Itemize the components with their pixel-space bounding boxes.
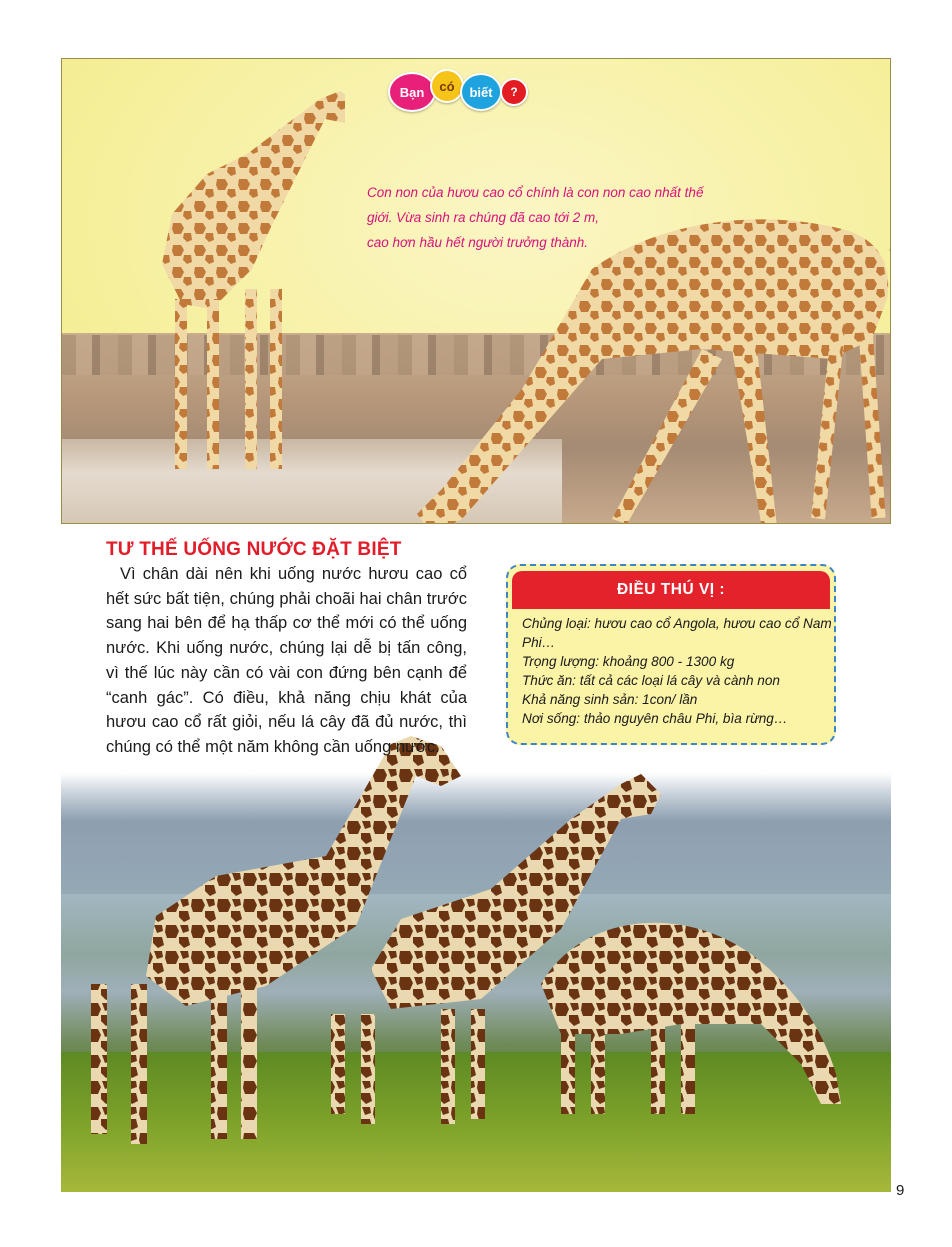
did-you-know-badge (388, 72, 528, 112)
fact-item: Thức ăn: tất cả các loại lá cây và cành non (522, 672, 780, 688)
did-you-know-text (367, 180, 727, 255)
page-number: 9 (896, 1182, 905, 1199)
question-mark-icon: ? (500, 78, 528, 106)
facts-list (508, 609, 834, 728)
section-title: TƯ THẾ UỐNG NƯỚC ĐẶT BIỆT (106, 539, 402, 560)
did-you-know-line: giới. Vừa sinh ra chúng đã cao tới 2 m, (367, 210, 599, 225)
badge-bubble-ban: Bạn (388, 72, 436, 112)
badge-bubble-biet: biết (460, 73, 502, 111)
badge-bubble-co: có (430, 69, 464, 103)
did-you-know-line: cao hơn hầu hết người trưởng thành. (367, 235, 588, 250)
standing-giraffe-illustration (145, 89, 345, 489)
top-photo-giraffes-drinking (61, 58, 891, 524)
section-body-text: Vì chân dài nên khi uống nước hươu cao cổ hết sức bất tiện, chúng phải choãi hai chân trước sang hai bên để hạ thấp cơ thể mới có thể uống nước. Khi uống nước, chúng lại dễ bị tấn công, vì thế lúc này cần có vài con đứng bên cạnh để “canh gác”. Có điều, khả năng chịu khát của hươu cao cổ rất giỏi, nếu lá cây đã đủ nước, thì chúng có thể một năm không cần uống nước. (106, 565, 467, 756)
fact-item: Khả năng sinh sản: 1con/ lần (522, 691, 698, 707)
facts-box-title: ĐIỀU THÚ VỊ : (512, 571, 830, 609)
fact-item: Nơi sống: thảo nguyên châu Phi, bìa rừng… (522, 710, 788, 726)
interesting-facts-box (506, 564, 836, 745)
fact-item: Trọng lượng: khoảng 800 - 1300 kg (522, 653, 735, 669)
did-you-know-line: Con non của hươu cao cổ chính là con non cao nhất thế (367, 185, 704, 200)
fact-item: Chủng loại: hươu cao cổ Angola, hươu cao cổ Nam Phi… (522, 616, 832, 650)
